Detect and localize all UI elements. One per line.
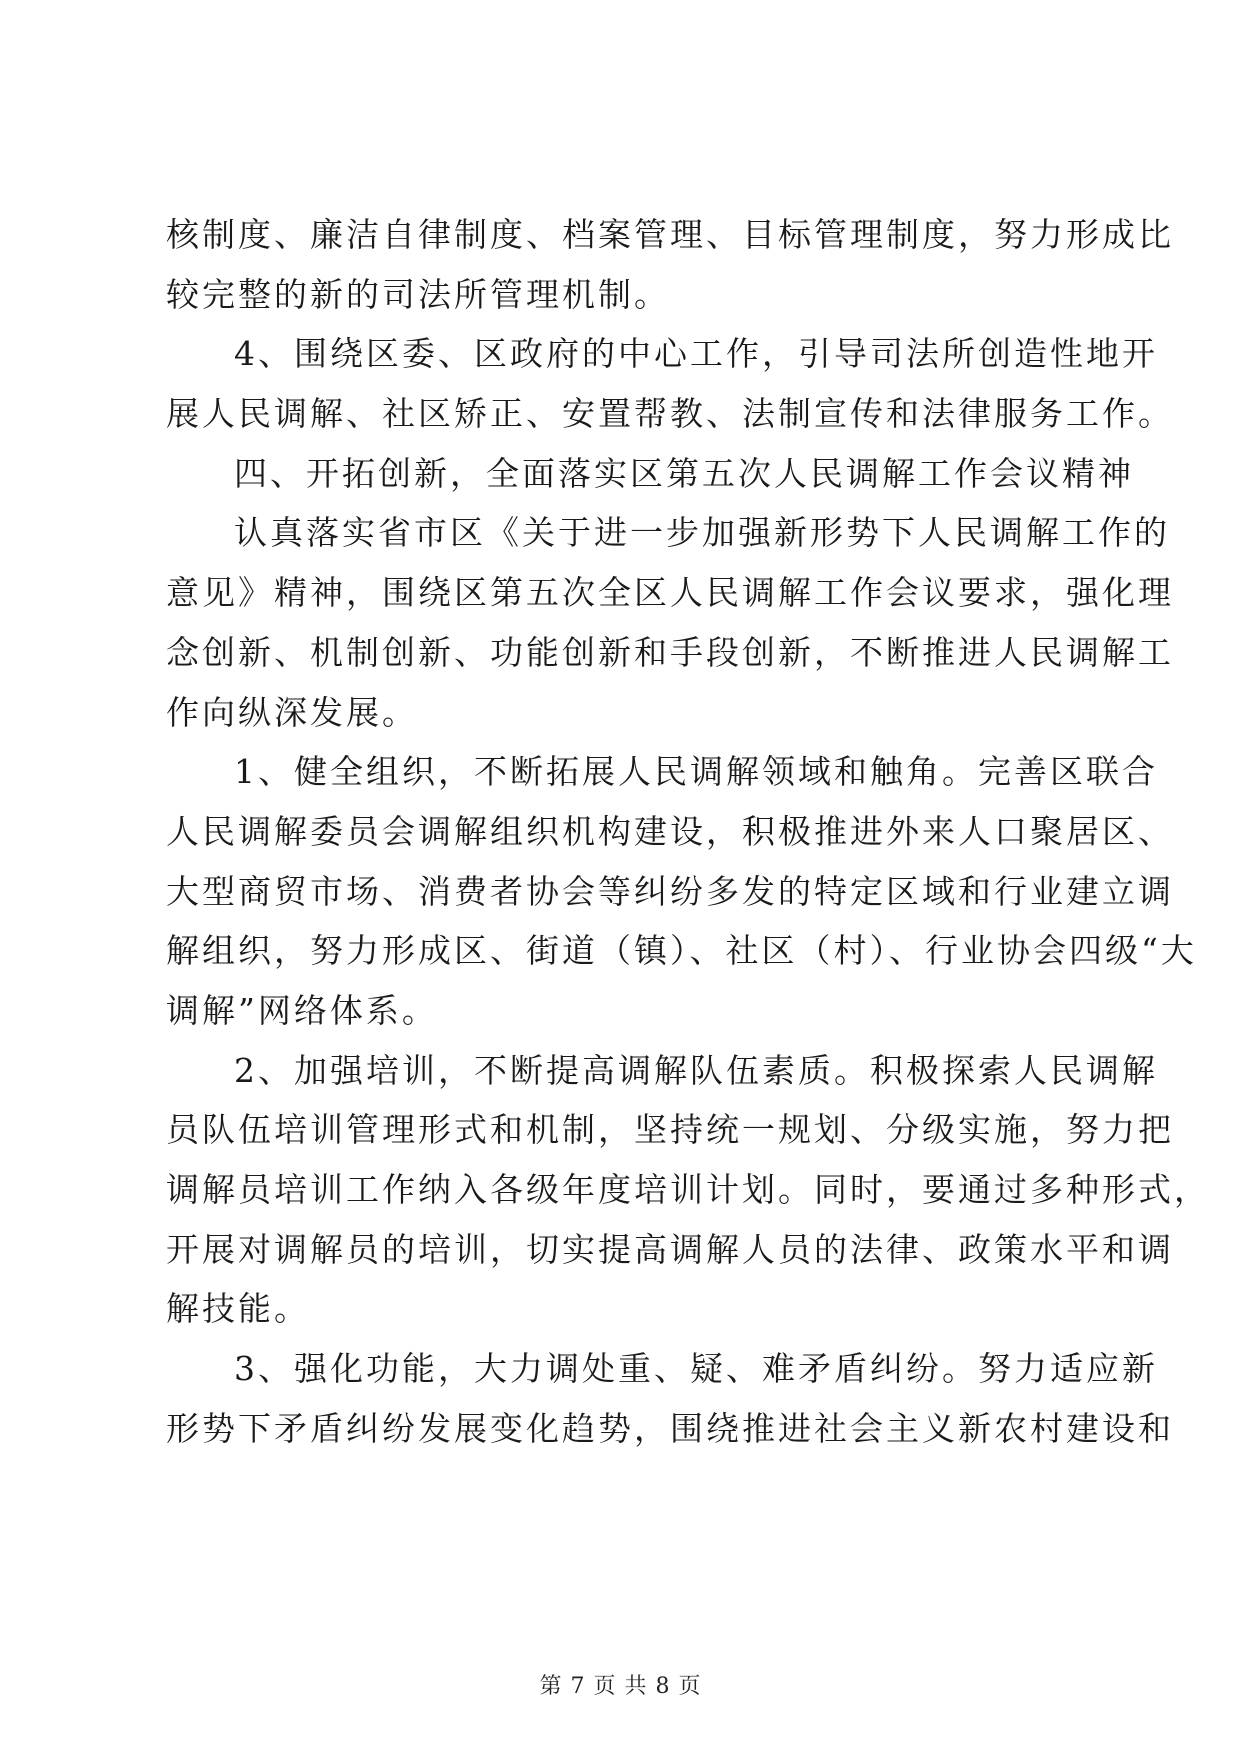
page-number-label: 第 7 页 共 8 页 [539, 1674, 702, 1699]
page-footer [0, 1669, 1241, 1700]
text-line: 形势下矛盾纠纷发展变化趋势，围绕推进社会主义新农村建设和 [166, 1408, 1174, 1448]
text-line: 念创新、机制创新、功能创新和手段创新，不断推进人民调解工 [166, 632, 1174, 672]
text-line: 大型商贸市场、消费者协会等纠纷多发的特定区域和行业建立调 [166, 871, 1174, 911]
text-line: 较完整的新的司法所管理机制。 [166, 274, 670, 314]
text-line: 解技能。 [166, 1289, 310, 1329]
text-line: 核制度、廉洁自律制度、档案管理、目标管理制度，努力形成比 [166, 215, 1174, 254]
text-line: 员队伍培训管理形式和机制，坚持统一规划、分级实施，努力把 [166, 1110, 1174, 1150]
text-line: 3、强化功能，大力调处重、疑、难矛盾纠纷。努力适应新 [234, 1349, 1158, 1389]
document-body [166, 205, 1210, 1458]
text-line: 4、围绕区委、区政府的中心工作，引导司法所创造性地开 [234, 334, 1158, 374]
text-line: 开展对调解员的培训，切实提高调解人员的法律、政策水平和调 [166, 1229, 1174, 1269]
text-line: 认真落实省市区《关于进一步加强新形势下人民调解工作的 [234, 513, 1170, 553]
text-line: 人民调解委员会调解组织机构建设，积极推进外来人口聚居区、 [166, 811, 1174, 851]
text-line: 调解”网络体系。 [166, 990, 438, 1030]
text-line: 2、加强培训，不断提高调解队伍素质。积极探索人民调解 [234, 1050, 1158, 1090]
text-line: 调解员培训工作纳入各级年度培训计划。同时，要通过多种形式， [166, 1170, 1210, 1209]
text-line: 意见》精神，围绕区第五次全区人民调解工作会议要求，强化理 [166, 573, 1174, 613]
section-heading: 四、开拓创新，全面落实区第五次人民调解工作会议精神 [234, 453, 1134, 493]
text-line: 1、健全组织，不断拓展人民调解领域和触角。完善区联合 [234, 752, 1158, 792]
text-line: 作向纵深发展。 [166, 692, 418, 732]
text-line: 展人民调解、社区矫正、安置帮教、法制宣传和法律服务工作。 [166, 394, 1174, 434]
text-line: 解组织，努力形成区、街道（镇）、社区（村）、行业协会四级“大 [166, 931, 1197, 971]
